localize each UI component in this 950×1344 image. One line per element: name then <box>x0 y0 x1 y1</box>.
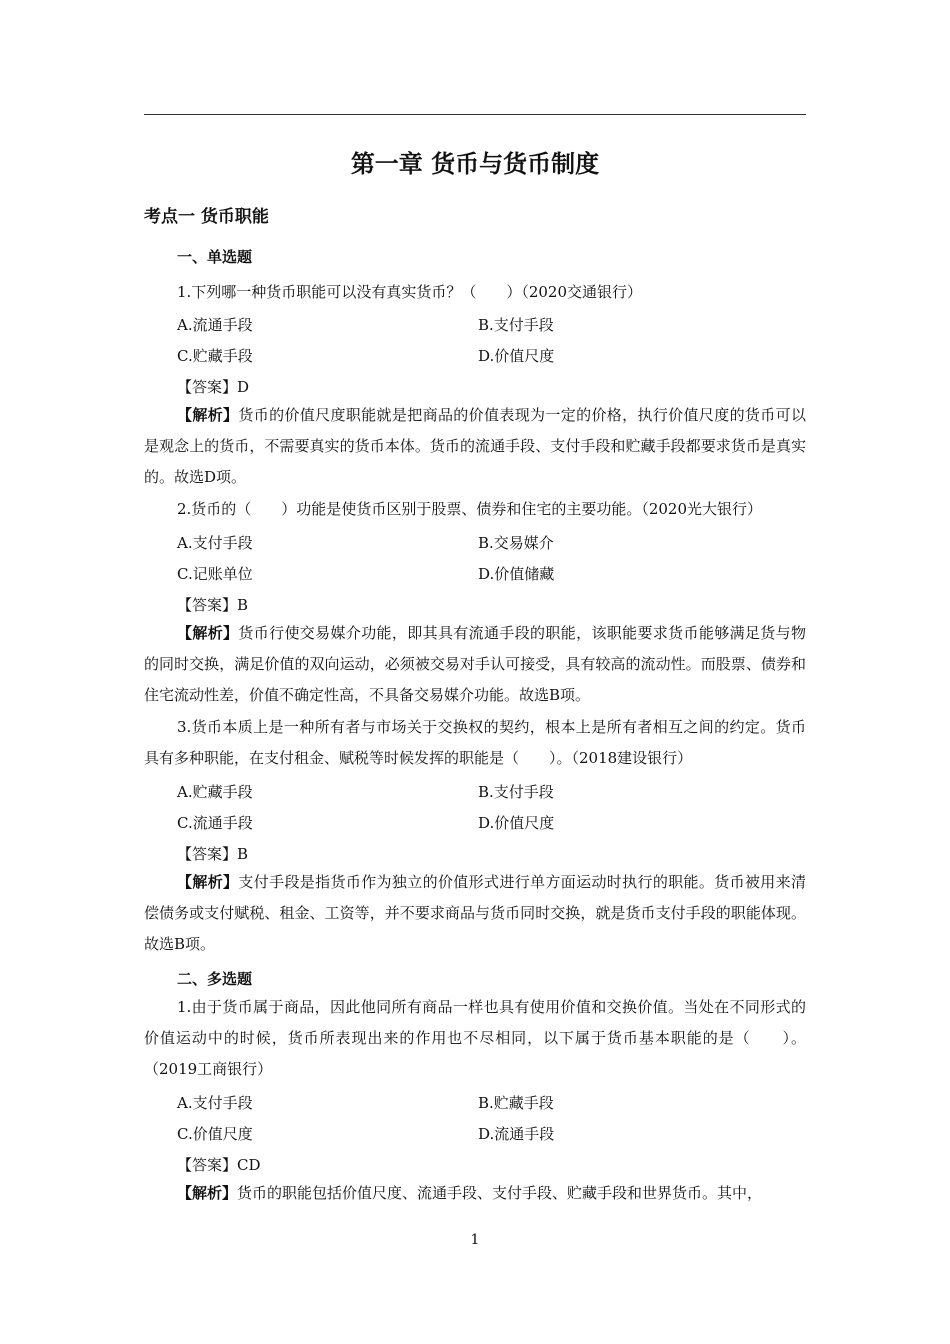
option-b: B.交易媒介 <box>478 534 554 552</box>
option-a: A.流通手段 <box>177 316 253 334</box>
analysis-text: 支付手段是指货币作为独立的价值形式进行单方面运动时执行的职能。货币被用来清偿债务或支付赋税、租金、工资等，并不要求商品与货币同时交换，就是货币支付手段的职能体现。故选B项。 <box>144 873 806 953</box>
option-a: A.贮藏手段 <box>177 783 253 801</box>
header-rule <box>144 114 806 115</box>
analysis <box>144 867 806 960</box>
multi-choice-heading: 二、多选题 <box>177 970 253 988</box>
option-d: D.流通手段 <box>478 1125 555 1143</box>
option-b: B.支付手段 <box>478 316 554 334</box>
page-number: 1 <box>470 1232 480 1248</box>
option-c: C.贮藏手段 <box>177 347 253 365</box>
analysis <box>144 400 806 493</box>
option-b: B.支付手段 <box>478 783 554 801</box>
option-d: D.价值尺度 <box>478 814 555 832</box>
analysis-text: 货币行使交易媒介功能，即其具有流通手段的职能，该职能要求货币能够满足货与物的同时交换，满足价值的双向运动，必须被交易对手认可接受，具有较高的流动性。而股票、债券和住宅流动性差，价值不确定性高，不具备交易媒介功能。故选B项。 <box>144 624 806 704</box>
option-a: A.支付手段 <box>177 534 253 552</box>
chapter-title: 第一章 货币与货币制度 <box>350 150 600 178</box>
answer: 【答案】CD <box>177 1156 261 1174</box>
answer: 【答案】B <box>177 596 249 614</box>
section-title: 考点一 货币职能 <box>144 207 269 227</box>
analysis-tag: 【解析】 <box>177 873 239 891</box>
analysis-tag: 【解析】 <box>177 406 239 424</box>
question-stem: 1.由于货币属于商品，因此他同所有商品一样也具有使用价值和交换价值。当处在不同形式的价值运动中的时候，货币所表现出来的作用也不尽相同，以下属于货币基本职能的是（ ）。（2019工商银行） <box>144 998 806 1078</box>
analysis-text: 货币的价值尺度职能就是把商品的价值表现为一定的价格，执行价值尺度的货币可以是观念上的货币，不需要真实的货币本体。货币的流通手段、支付手段和贮藏手段都要求货币是真实的。故选D项。 <box>144 406 806 486</box>
option-c: C.记账单位 <box>177 565 253 583</box>
analysis <box>144 1178 806 1209</box>
analysis-tag: 【解析】 <box>177 1184 238 1202</box>
option-b: B.贮藏手段 <box>478 1094 554 1112</box>
question-stem: 2.货币的（ ）功能是使货币区别于股票、债券和住宅的主要功能。（2020光大银行） <box>177 500 762 518</box>
option-d: D.价值尺度 <box>478 347 555 365</box>
analysis-text: 货币的职能包括价值尺度、流通手段、支付手段、贮藏手段和世界货币。其中， <box>237 1184 763 1202</box>
analysis-tag: 【解析】 <box>177 624 239 642</box>
option-c: C.流通手段 <box>177 814 253 832</box>
option-d: D.价值储藏 <box>478 565 555 583</box>
answer: 【答案】B <box>177 845 249 863</box>
question-stem: 3.货币本质上是一种所有者与市场关于交换权的契约，根本上是所有者相互之间的约定。货币具有多种职能，在支付租金、赋税等时候发挥的职能是（ ）。（2018建设银行） <box>144 718 806 767</box>
single-choice-heading: 一、单选题 <box>177 248 253 266</box>
option-c: C.价值尺度 <box>177 1125 253 1143</box>
answer: 【答案】D <box>177 378 250 396</box>
option-a: A.支付手段 <box>177 1094 253 1112</box>
analysis <box>144 618 806 711</box>
question-stem: 1.下列哪一种货币职能可以没有真实货币？（ ）（2020交通银行） <box>177 283 642 301</box>
